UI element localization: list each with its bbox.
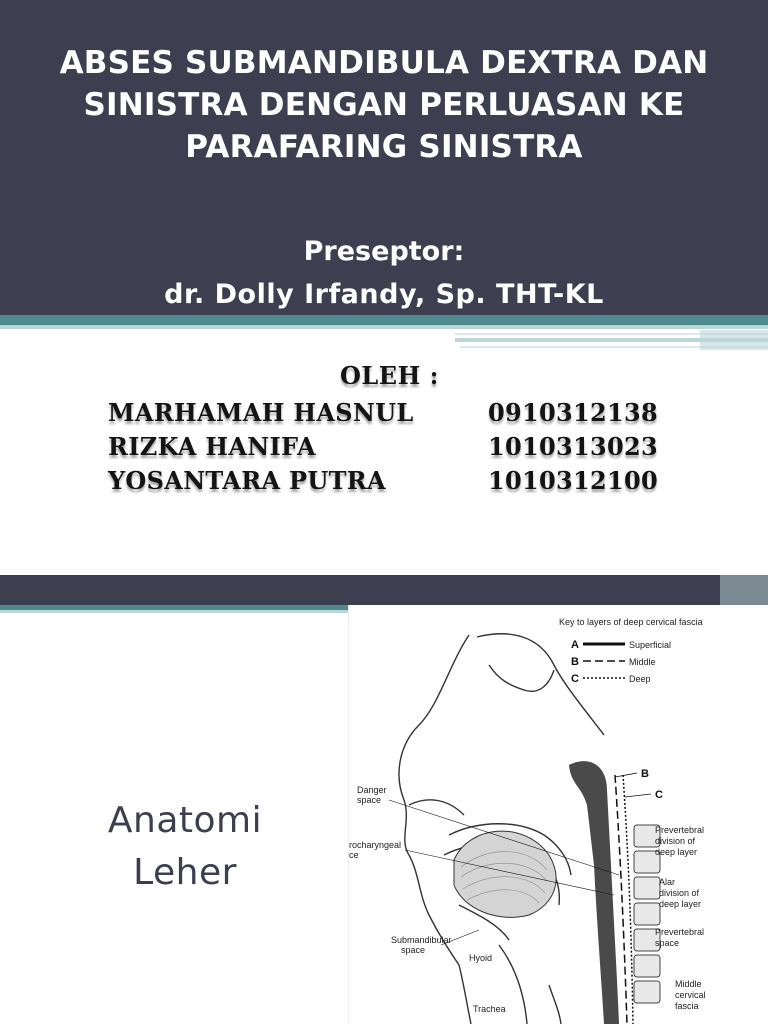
author-id: 1010312100 (488, 466, 658, 495)
label-alar-division: Alar (659, 877, 676, 887)
label-retropharyngeal-space: rocharyngeal (349, 840, 402, 850)
svg-text:space: space (357, 795, 382, 805)
author-name: RIZKA HANIFA (108, 432, 316, 461)
label-trachea: Trachea (473, 1004, 506, 1014)
title-header-panel (0, 0, 768, 315)
label-c: C (655, 789, 663, 801)
legend-letter: A (571, 639, 579, 651)
preceptor-label: Preseptor: (303, 236, 465, 267)
label-b: B (641, 768, 649, 780)
legend-label: Middle (629, 657, 656, 667)
neck-anatomy-illustration (349, 605, 768, 1024)
svg-text:space: space (655, 938, 680, 948)
slide-title: ABSES SUBMANDIBULA DEXTRA DAN SINISTRA DENGAN PERLUASAN KE PARAFARING SINISTRA (59, 45, 709, 165)
label-prevertebral-division: Prevertebral (655, 825, 705, 835)
svg-text:cervical: cervical (675, 990, 706, 1000)
author-id: 0910312138 (488, 398, 658, 427)
heading-line: Anatomi (107, 800, 263, 841)
legend-label: Deep (629, 674, 651, 684)
legend-label: Superficial (629, 640, 672, 650)
svg-text:space: space (401, 945, 426, 955)
head-outline-drawing (399, 634, 604, 1024)
svg-text:deep layer: deep layer (659, 899, 702, 909)
preceptor-name: dr. Dolly Irfandy, Sp. THT-KL (164, 279, 604, 310)
legend-letter: C (571, 673, 579, 685)
pharynx-column (569, 761, 619, 1024)
neck-anatomy-diagram (348, 605, 768, 1024)
svg-text:deep layer: deep layer (655, 847, 698, 857)
key-title: Key to layers of deep cervical fascia (559, 617, 703, 627)
svg-text:fascia: fascia (675, 1001, 699, 1011)
heading-line: Leher (133, 852, 237, 893)
author-id: 1010313023 (488, 432, 658, 461)
tongue-shape (454, 831, 556, 917)
author-name: YOSANTARA PUTRA (108, 466, 386, 495)
svg-text:division of: division of (655, 836, 696, 846)
label-submandibular-space: Submandibular (391, 935, 452, 945)
header-bar (0, 575, 768, 605)
authors-label: OLEH : (340, 361, 439, 390)
svg-text:division of: division of (659, 888, 700, 898)
author-name: MARHAMAH HASNUL (108, 398, 414, 427)
label-danger-space: Danger (357, 785, 387, 795)
legend-letter: B (571, 656, 579, 668)
anatomy-slide (0, 575, 768, 1024)
label-middle-cervical-fascia: Middle (675, 979, 702, 989)
label-prevertebral-space: Prevertebral (655, 927, 705, 937)
label-hyoid: Hyoid (469, 953, 493, 963)
svg-text:ce: ce (349, 850, 359, 860)
anatomy-heading (60, 795, 310, 899)
